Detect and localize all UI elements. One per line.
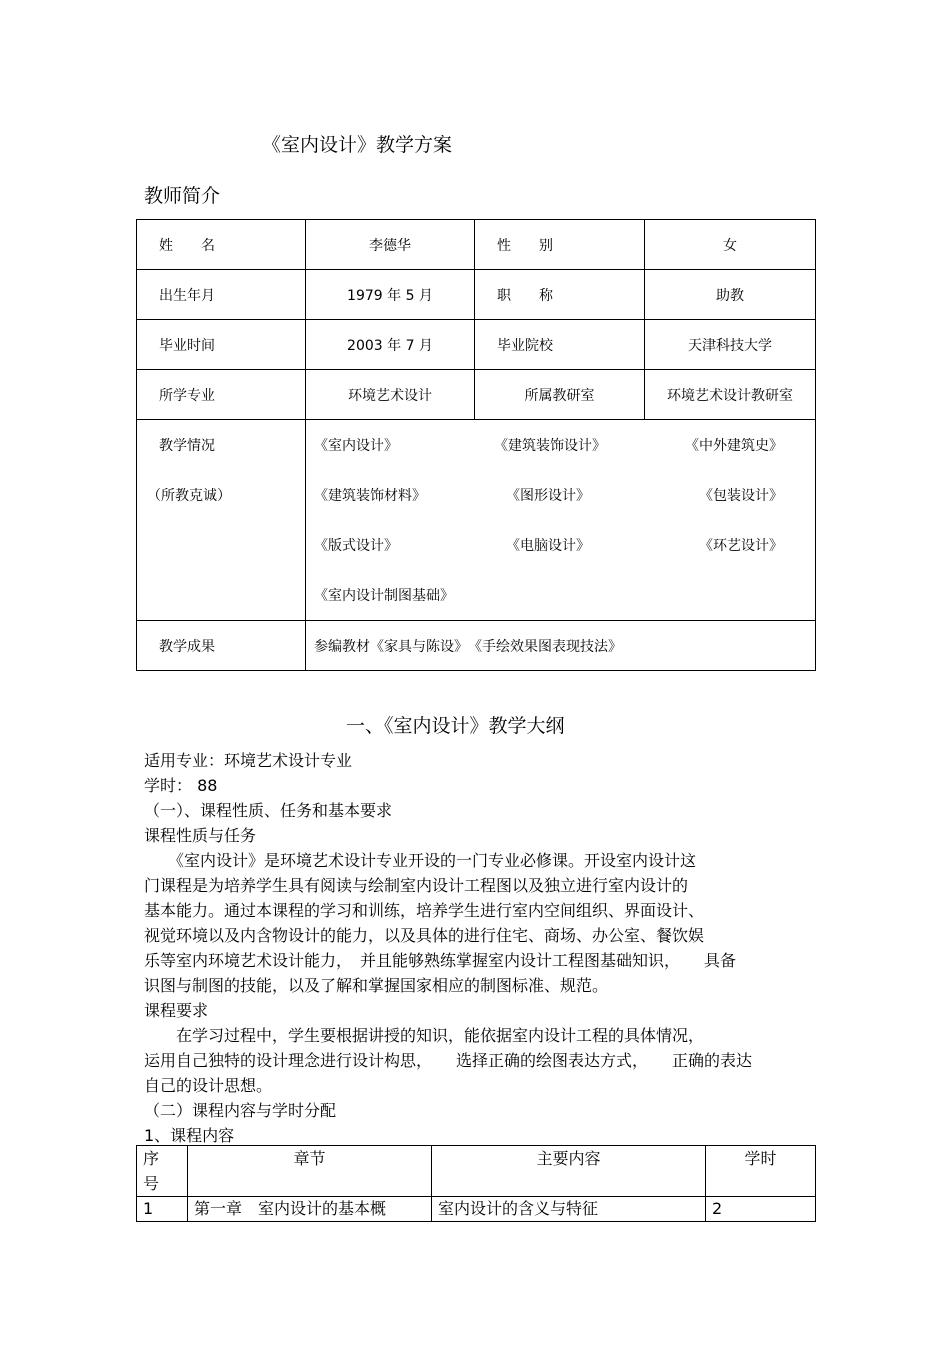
paragraph-line: 乐等室内环境艺术设计能力， 并且能够熟练掌握室内设计工程图基础知识， 具备 bbox=[144, 951, 737, 970]
course-item: 《电脑设计》 bbox=[506, 538, 590, 554]
table-row bbox=[137, 270, 816, 320]
header-chapter: 章节 bbox=[188, 1146, 432, 1197]
title-value: 助教 bbox=[645, 270, 816, 320]
birth-label: 出生年月 bbox=[137, 270, 306, 320]
paragraph-line: 门课程是为培养学生具有阅读与绘制室内设计工程图以及独立进行室内设计的 bbox=[144, 876, 689, 895]
courses-cell bbox=[306, 420, 816, 621]
course-item: 《版式设计》 bbox=[314, 538, 398, 554]
hours-line: 学时： 88 bbox=[144, 776, 218, 795]
results-value: 参编教材《家具与陈设》 《手绘效果图表现技法》 bbox=[306, 621, 816, 671]
course-item: 《建筑装饰设计》 bbox=[494, 438, 606, 454]
header-content: 主要内容 bbox=[432, 1146, 706, 1197]
section-2-title: （二）课程内容与学时分配 bbox=[144, 1101, 337, 1120]
table-header-row bbox=[137, 1146, 816, 1197]
table-row bbox=[137, 320, 816, 370]
school-label: 毕业院校 bbox=[475, 320, 645, 370]
paragraph-line: 在学习过程中，学生要根据讲授的知识，能依据室内设计工程的具体情况， bbox=[144, 1026, 705, 1045]
course-item: 《图形设计》 bbox=[506, 488, 590, 504]
results-label: 教学成果 bbox=[137, 621, 306, 671]
paragraph-line: 《室内设计》是环境艺术设计专业开设的一门专业必修课。开设室内设计这 bbox=[144, 851, 697, 870]
teaching-label: 教学情况 bbox=[159, 438, 215, 454]
course-content-title: 1、课程内容 bbox=[144, 1126, 235, 1145]
name-label: 姓 名 bbox=[137, 220, 306, 270]
dept-label: 所属教研室 bbox=[475, 370, 645, 420]
teacher-section-title: 教师简介 bbox=[144, 185, 221, 207]
teaching-label-cell bbox=[137, 420, 306, 621]
section-1-title: （一）、课程性质、任务和基本要求 bbox=[144, 801, 393, 820]
grad-time-label: 毕业时间 bbox=[137, 320, 306, 370]
table-row bbox=[137, 1197, 816, 1222]
row-content: 室内设计的含义与特征 bbox=[432, 1197, 706, 1222]
name-value: 李德华 bbox=[306, 220, 475, 270]
document-title: 《室内设计》教学方案 bbox=[262, 134, 453, 156]
major-value: 环境艺术设计 bbox=[306, 370, 475, 420]
teacher-info-table bbox=[136, 219, 816, 671]
gender-value: 女 bbox=[645, 220, 816, 270]
header-index: 序 号 bbox=[137, 1146, 188, 1197]
major-label: 所学专业 bbox=[137, 370, 306, 420]
row-hours: 2 bbox=[706, 1197, 816, 1222]
grad-time-value: 2003 年 7 月 bbox=[306, 320, 475, 370]
course-item: 《环艺设计》 bbox=[699, 538, 783, 554]
header-hours: 学时 bbox=[706, 1146, 816, 1197]
syllabus-heading: 一、《室内设计》教学大纲 bbox=[346, 715, 565, 737]
gender-label: 性 别 bbox=[475, 220, 645, 270]
table-row bbox=[137, 220, 816, 270]
course-item: 《中外建筑史》 bbox=[685, 438, 783, 454]
major-line: 适用专业：环境艺术设计专业 bbox=[144, 751, 353, 770]
school-value: 天津科技大学 bbox=[645, 320, 816, 370]
row-chapter: 第一章 室内设计的基本概 bbox=[188, 1197, 432, 1222]
paragraph-line: 自己的设计思想。 bbox=[144, 1076, 273, 1095]
course-content-table bbox=[136, 1145, 816, 1222]
course-item: 《室内设计制图基础》 bbox=[314, 588, 454, 604]
paragraph-line: 基本能力。通过本课程的学习和训练，培养学生进行室内空间组织、界面设计、 bbox=[144, 901, 705, 920]
paragraph-line: 识图与制图的技能，以及了解和掌握国家相应的制图标准、规范。 bbox=[144, 976, 609, 995]
course-item: 《包装设计》 bbox=[699, 488, 783, 504]
teaching-sub-label: （所教克诚） bbox=[147, 488, 231, 504]
title-label: 职 称 bbox=[475, 270, 645, 320]
birth-value: 1979 年 5 月 bbox=[306, 270, 475, 320]
table-row bbox=[137, 621, 816, 671]
course-item: 《室内设计》 bbox=[314, 438, 398, 454]
dept-value: 环境艺术设计教研室 bbox=[645, 370, 816, 420]
nature-title: 课程性质与任务 bbox=[144, 826, 257, 845]
paragraph-line: 运用自己独特的设计理念进行设计构思， 选择正确的绘图表达方式， 正确的表达 bbox=[144, 1051, 753, 1070]
table-row bbox=[137, 420, 816, 621]
course-item: 《建筑装饰材料》 bbox=[314, 488, 426, 504]
row-index: 1 bbox=[137, 1197, 188, 1222]
table-row bbox=[137, 370, 816, 420]
requirements-title: 课程要求 bbox=[144, 1001, 209, 1020]
paragraph-line: 视觉环境以及内含物设计的能力，以及具体的进行住宅、商场、办公室、餐饮娱 bbox=[144, 926, 705, 945]
